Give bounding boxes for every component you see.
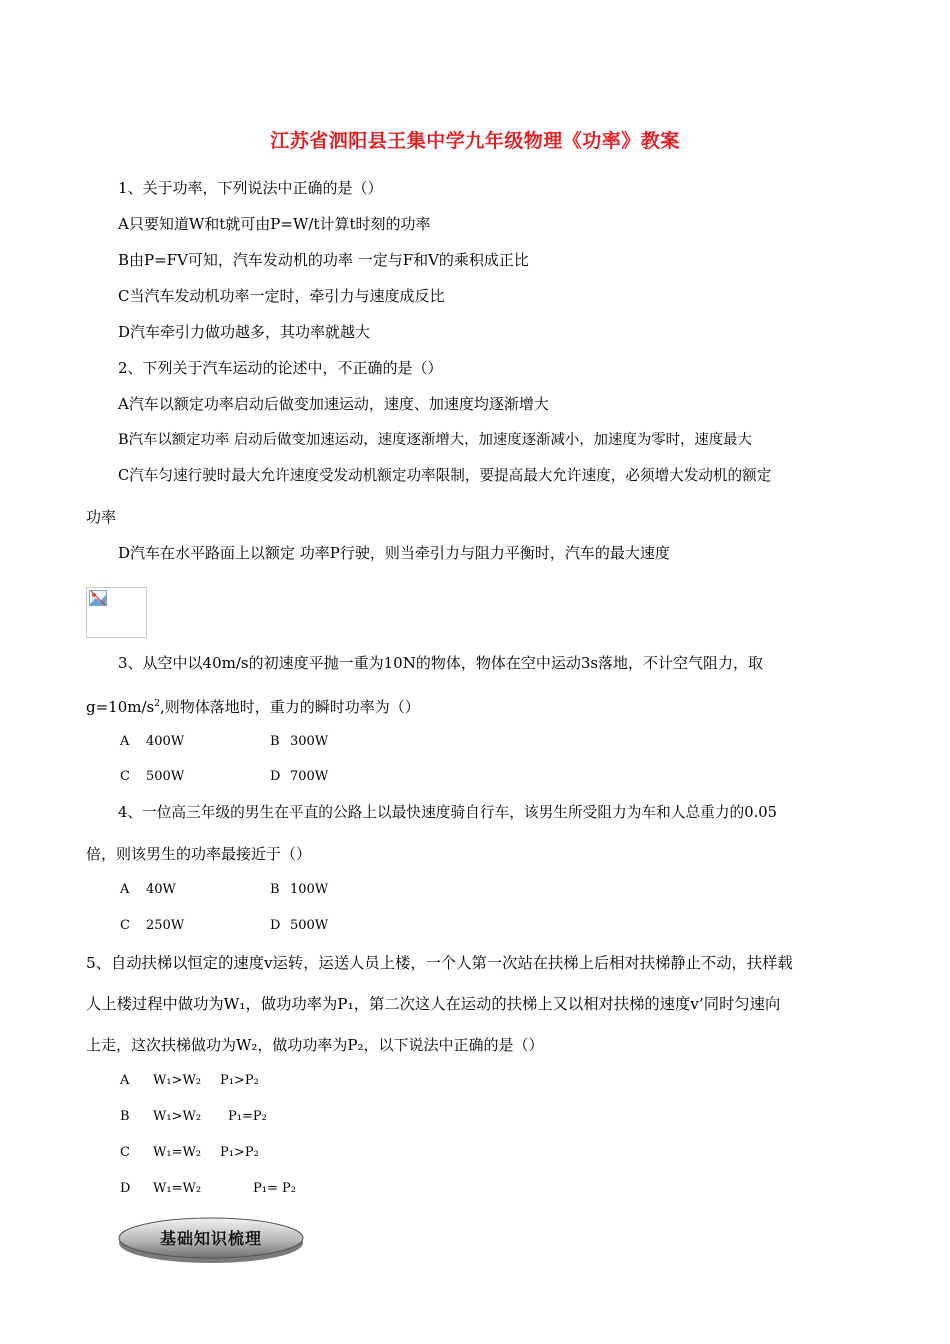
section-label: 基础知识梳理 [159, 1229, 262, 1248]
option-value: 400W [146, 734, 185, 749]
q1-option-b: B由P=FV可知，汽车发动机的功率 一定与F和V的乘积成正比 [118, 251, 529, 269]
q2-option-c: C汽车匀速行驶时最大允许速度受发动机额定功率限制，要提高最大允许速度，必须增大发动机的额定 [118, 467, 772, 484]
option-key: B [270, 734, 280, 749]
option-key: C [120, 769, 130, 784]
q5-option-d [120, 1179, 420, 1199]
option-value: 500W [146, 769, 185, 784]
q5-option-b [120, 1107, 420, 1127]
q5-option-a [120, 1071, 420, 1091]
q2-option-c-cont: 功率 [86, 508, 117, 526]
option-value: 700W [290, 769, 329, 784]
q4-stem-cont: 倍，则该男生的功率最接近于（） [86, 845, 312, 863]
q2-option-a: A汽车以额定功率启动后做变加速运动，速度、加速度均逐渐增大 [118, 395, 549, 413]
option-w: W₁=W₂ [153, 1145, 202, 1160]
q3-options-row-2 [120, 767, 420, 787]
q3-stem: 3、从空中以40m/s的初速度平抛一重为10N的物体，物体在空中运动3s落地，不计空气阻力，取 [118, 654, 764, 672]
broken-image-placeholder [86, 587, 147, 638]
option-key: C [120, 918, 130, 933]
option-value: 300W [290, 734, 329, 749]
option-key: A [120, 882, 130, 897]
option-key: A [120, 1073, 130, 1088]
option-p: P₁=P₂ [228, 1109, 267, 1124]
broken-image-icon [89, 590, 107, 606]
q5-stem-cont-1: 人上楼过程中做功为W₁，做功功率为P₁，第二次这人在运动的扶梯上又以相对扶梯的速度v’同时匀速向 [86, 995, 781, 1013]
option-key: B [270, 882, 280, 897]
q5-stem: 5、自动扶梯以恒定的速度v运转，运送人员上楼，一个人第一次站在扶梯上后相对扶梯静止不动，扶样载 [86, 954, 793, 972]
option-w: W₁>W₂ [153, 1109, 202, 1124]
q5-stem-cont-2: 上走，这次扶梯做功为W₂，做功功率为P₂，以下说法中正确的是（） [86, 1036, 544, 1054]
option-value: 40W [146, 882, 176, 897]
q2-option-b: B汽车以额定功率 启动后做变加速运动，速度逐渐增大，加速度逐渐减小，加速度为零时，速度最大 [118, 432, 752, 448]
option-w: W₁>W₂ [153, 1073, 202, 1088]
option-p: P₁>P₂ [220, 1145, 259, 1160]
option-w: W₁=W₂ [153, 1181, 202, 1196]
option-value: 250W [146, 918, 185, 933]
q2-stem: 2、下列关于汽车运动的论述中，不正确的是（） [118, 359, 443, 377]
q3-stem-cont: $g=10m/s^2$,则物体落地时，重力的瞬时功率为（） [86, 698, 420, 716]
page-title: 江苏省泗阳县王集中学九年级物理《功率》教案 [270, 130, 680, 152]
option-key: D [120, 1181, 131, 1196]
option-p: P₁= P₂ [253, 1181, 296, 1196]
q4-stem: 4、一位高三年级的男生在平直的公路上以最快速度骑自行车，该男生所受阻力为车和人总重力的0.05 [118, 804, 777, 821]
option-key: A [120, 734, 130, 749]
q1-option-c: C当汽车发动机功率一定时，牵引力与速度成反比 [118, 287, 445, 305]
q3-options-row-1 [120, 732, 420, 752]
q4-options-row-2 [120, 916, 420, 936]
q4-options-row-1 [120, 880, 420, 900]
q1-stem: 1、关于功率，下列说法中正确的是（） [118, 179, 383, 197]
option-key: B [120, 1109, 130, 1124]
option-key: D [270, 769, 281, 784]
q1-option-d: D汽车牵引力做功越多，其功率就越大 [118, 323, 371, 341]
option-key: C [120, 1145, 130, 1160]
q5-option-c [120, 1143, 420, 1163]
option-value: 100W [290, 882, 329, 897]
option-key: D [270, 918, 281, 933]
option-value: 500W [290, 918, 329, 933]
q1-option-a: A只要知道W和t就可由P=W/t计算t时刻的功率 [118, 215, 431, 233]
option-p: P₁>P₂ [220, 1073, 259, 1088]
q2-option-d: D汽车在水平路面上以额定 功率P行驶，则当牵引力与阻力平衡时，汽车的最大速度 [118, 544, 670, 562]
